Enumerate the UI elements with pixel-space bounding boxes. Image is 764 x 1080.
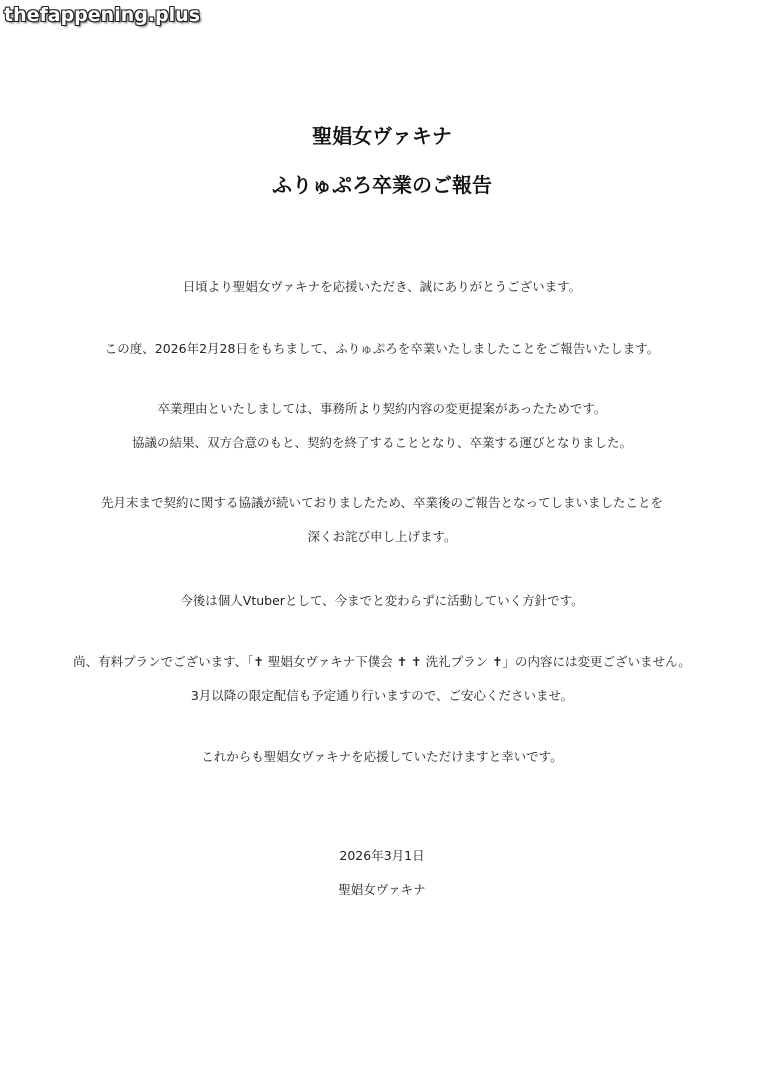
body-line-closing: これからも聖娼女ヴァキナを応援していただけますと幸いです。 — [201, 749, 563, 764]
document-signature: 聖娼女ヴァキナ — [338, 882, 426, 897]
watermark-text: thefappening.plus — [4, 4, 201, 26]
body-line-apology-2: 深くお詫び申し上げます。 — [307, 529, 457, 544]
body-line-reason: 卒業理由といたしましては、事務所より契約内容の変更提案があったためです。 — [157, 401, 607, 416]
body-line-apology-1: 先月末まで契約に関する協議が続いておりましたため、卒業後のご報告となってしまいましたことを — [100, 495, 663, 510]
body-line-announcement: この度、2026年2月28日をもちまして、ふりゅぷろを卒業いたしましたことをご報告いたします。 — [104, 341, 660, 356]
body-line-paid-plan: 尚、有料プランでございます、「✝ 聖娼女ヴァキナ下僕会 ✝ ✝ 洗礼プラン ✝」の内容には変更ございません。 — [73, 654, 691, 669]
document-title: 聖娼女ヴァキナ — [312, 124, 452, 148]
body-line-greeting: 日頃より聖娼女ヴァキナを応援いただき、誠にありがとうございます。 — [182, 279, 582, 294]
body-line-streams: 3月以降の限定配信も予定通り行いますので、ご安心くださいませ。 — [190, 688, 574, 703]
body-line-future: 今後は個人Vtuberとして、今までと変わらずに活動していく方針です。 — [180, 593, 584, 608]
document-subtitle: ふりゅぷろ卒業のご報告 — [272, 173, 492, 197]
body-line-agreement: 協議の結果、双方合意のもと、契約を終了することとなり、卒業する運びとなりました。 — [131, 435, 632, 450]
document-date: 2026年3月1日 — [339, 848, 425, 863]
